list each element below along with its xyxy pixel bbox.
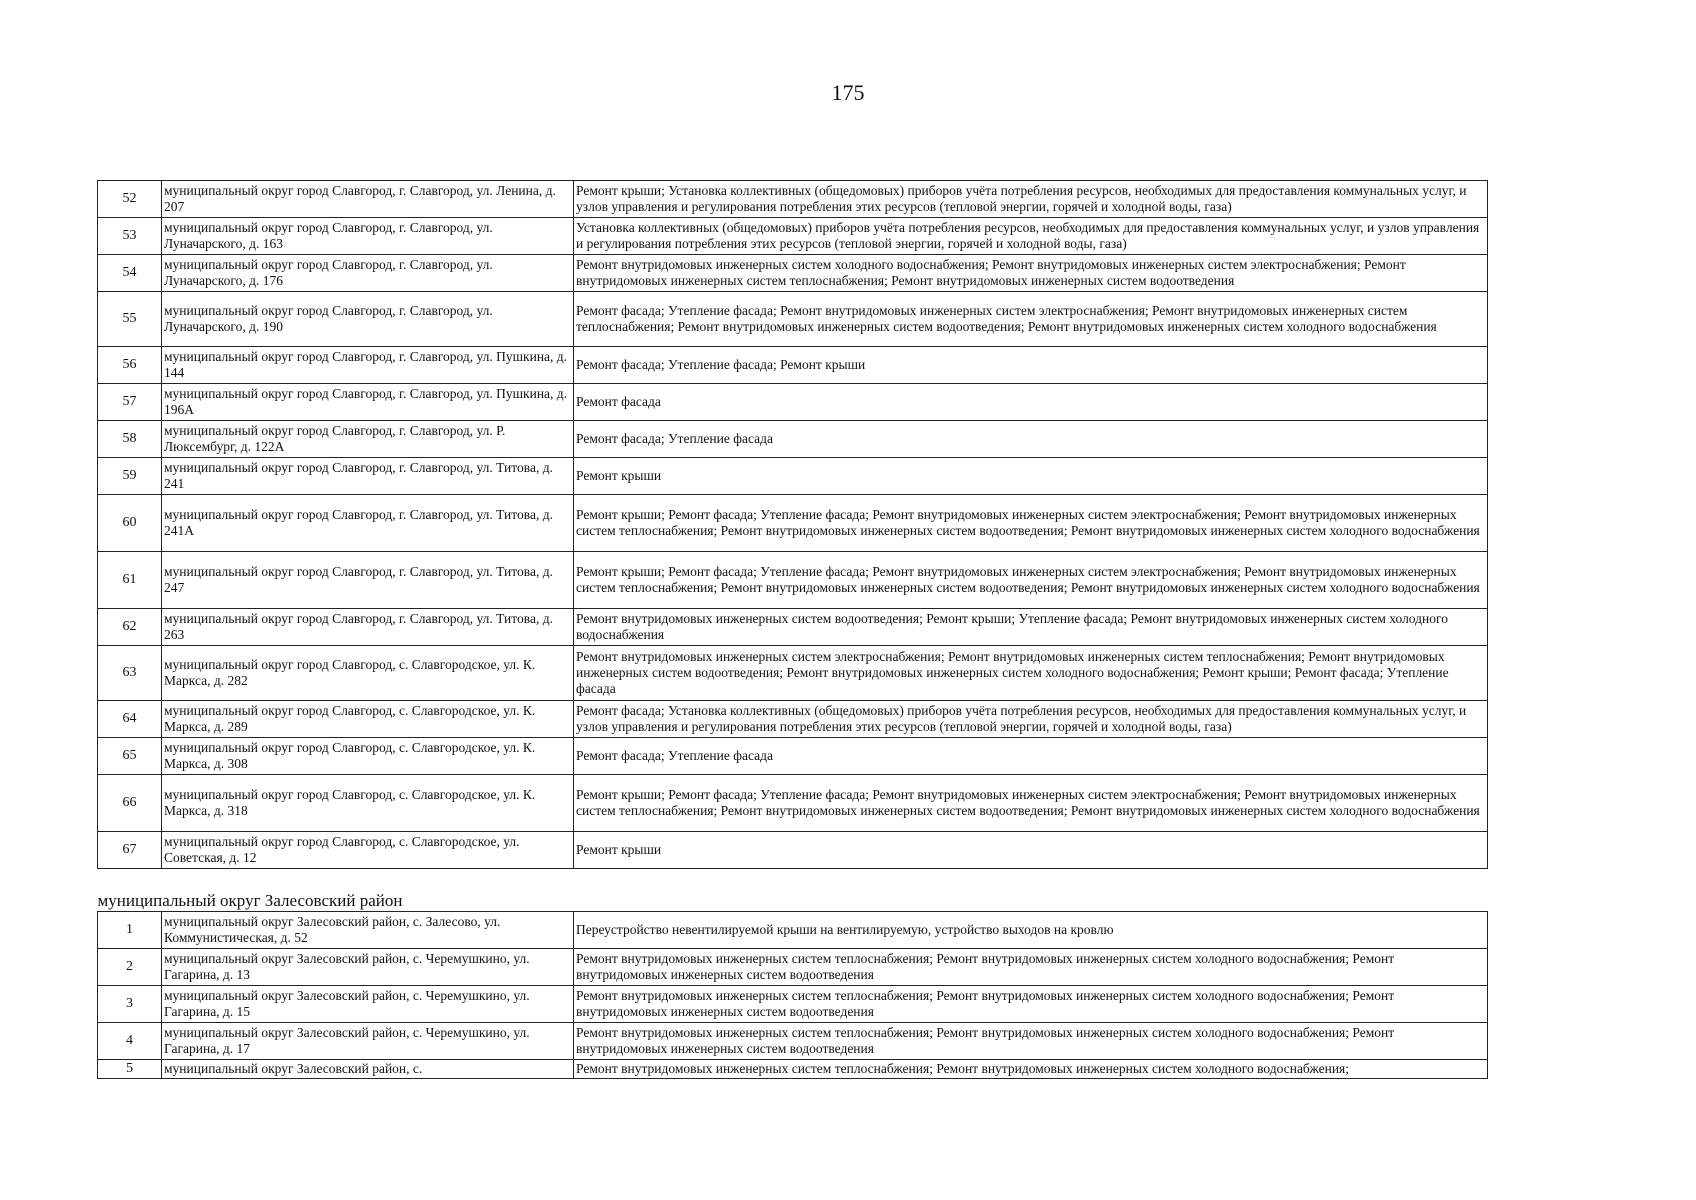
row-number: 53 xyxy=(98,218,162,255)
row-works: Ремонт крыши; Ремонт фасада; Утепление фасада; Ремонт внутридомовых инженерных систем электроснабжения; Ремонт внутридомовых инженерных систем теплоснабжения; Ремонт внутридомовых инженерных систем водоотведения; Ремонт внутридомовых инженерных систем холодного водоснабжения xyxy=(574,775,1488,832)
row-works: Ремонт крыши; Ремонт фасада; Утепление фасада; Ремонт внутридомовых инженерных систем электроснабжения; Ремонт внутридомовых инженерных систем теплоснабжения; Ремонт внутридомовых инженерных систем водоотведения; Ремонт внутридомовых инженерных систем холодного водоснабжения xyxy=(574,495,1488,552)
page-number: 175 xyxy=(831,80,865,105)
table-row xyxy=(98,646,1488,701)
row-number: 61 xyxy=(98,552,162,609)
table-row xyxy=(98,912,1488,949)
row-address: муниципальный округ город Славгород, г. Славгород, ул. Ленина, д. 207 xyxy=(162,181,574,218)
row-works: Ремонт внутридомовых инженерных систем электроснабжения; Ремонт внутридомовых инженерных систем теплоснабжения; Ремонт внутридомовых инженерных систем водоотведения; Ремонт внутридомовых инженерных систем холодного водоснабжения; Ремонт крыши; Ремонт фасада; Утепление фасада xyxy=(574,646,1488,701)
table-row xyxy=(98,986,1488,1023)
row-address: муниципальный округ город Славгород, г. Славгород, ул. Титова, д. 241 xyxy=(162,458,574,495)
row-address: муниципальный округ город Славгород, с. Славгородское, ул. К. Маркса, д. 308 xyxy=(162,738,574,775)
row-number: 64 xyxy=(98,701,162,738)
table-row xyxy=(98,609,1488,646)
row-works: Ремонт фасада; Утепление фасада; Ремонт внутридомовых инженерных систем электроснабжения; Ремонт внутридомовых инженерных систем теплоснабжения; Ремонт внутридомовых инженерных систем водоотведения; Ремонт внутридомовых инженерных систем холодного водоснабжения xyxy=(574,292,1488,347)
row-number: 67 xyxy=(98,832,162,869)
row-works: Ремонт фасада xyxy=(574,384,1488,421)
table-row xyxy=(98,701,1488,738)
row-address: муниципальный округ город Славгород, г. Славгород, ул. Луначарского, д. 190 xyxy=(162,292,574,347)
row-address: муниципальный округ город Славгород, г. Славгород, ул. Пушкина, д. 144 xyxy=(162,347,574,384)
row-number: 4 xyxy=(98,1023,162,1060)
row-address: муниципальный округ город Славгород, с. Славгородское, ул. Советская, д. 12 xyxy=(162,832,574,869)
row-address: муниципальный округ город Славгород, г. Славгород, ул. Титова, д. 247 xyxy=(162,552,574,609)
row-number: 59 xyxy=(98,458,162,495)
row-number: 1 xyxy=(98,912,162,949)
row-works: Ремонт фасада; Утепление фасада; Ремонт крыши xyxy=(574,347,1488,384)
row-number: 65 xyxy=(98,738,162,775)
row-address: муниципальный округ Залесовский район, с. Черемушкино, ул. Гагарина, д. 17 xyxy=(162,1023,574,1060)
section-header-row xyxy=(98,869,1488,912)
table-row xyxy=(98,738,1488,775)
table-row xyxy=(98,552,1488,609)
table-row xyxy=(98,181,1488,218)
row-address: муниципальный округ город Славгород, г. Славгород, ул. Титова, д. 241А xyxy=(162,495,574,552)
row-address: муниципальный округ город Славгород, г. Славгород, ул. Луначарского, д. 163 xyxy=(162,218,574,255)
row-number: 63 xyxy=(98,646,162,701)
row-address: муниципальный округ город Славгород, г. Славгород, ул. Луначарского, д. 176 xyxy=(162,255,574,292)
row-number: 55 xyxy=(98,292,162,347)
row-works: Ремонт внутридомовых инженерных систем теплоснабжения; Ремонт внутридомовых инженерных систем холодного водоснабжения; Ремонт внутридомовых инженерных систем водоотведения xyxy=(574,986,1488,1023)
row-address: муниципальный округ Залесовский район, с. Залесово, ул. Коммунистическая, д. 52 xyxy=(162,912,574,949)
table-row xyxy=(98,775,1488,832)
row-address: муниципальный округ город Славгород, с. Славгородское, ул. К. Маркса, д. 282 xyxy=(162,646,574,701)
row-works: Ремонт крыши xyxy=(574,458,1488,495)
row-works: Ремонт фасада; Утепление фасада xyxy=(574,421,1488,458)
table-row xyxy=(98,1023,1488,1060)
row-works: Ремонт внутридомовых инженерных систем теплоснабжения; Ремонт внутридомовых инженерных систем холодного водоснабжения; xyxy=(574,1060,1488,1079)
row-works: Ремонт крыши xyxy=(574,832,1488,869)
table-row xyxy=(98,255,1488,292)
table-row xyxy=(98,292,1488,347)
row-address: муниципальный округ Залесовский район, с. Черемушкино, ул. Гагарина, д. 15 xyxy=(162,986,574,1023)
table-row xyxy=(98,832,1488,869)
table-row xyxy=(98,421,1488,458)
row-works: Ремонт внутридомовых инженерных систем теплоснабжения; Ремонт внутридомовых инженерных систем холодного водоснабжения; Ремонт внутридомовых инженерных систем водоотведения xyxy=(574,949,1488,986)
table-row xyxy=(98,1060,1488,1079)
row-works: Ремонт внутридомовых инженерных систем холодного водоснабжения; Ремонт внутридомовых инженерных систем электроснабжения; Ремонт внутридомовых инженерных систем теплоснабжения; Ремонт внутридомовых инженерных систем водоотведения xyxy=(574,255,1488,292)
row-works: Ремонт фасада; Установка коллективных (общедомовых) приборов учёта потребления ресурсов, необходимых для предоставления коммунальных услуг, и узлов управления и регулирования потребления этих ресурсов (тепловой энергии, горячей и холодной воды, газа) xyxy=(574,701,1488,738)
row-works: Ремонт крыши; Установка коллективных (общедомовых) приборов учёта потребления ресурсов, необходимых для предоставления коммунальных услуг, и узлов управления и регулирования потребления этих ресурсов (тепловой энергии, горячей и холодной воды, газа) xyxy=(574,181,1488,218)
row-number: 66 xyxy=(98,775,162,832)
row-works: Ремонт фасада; Утепление фасада xyxy=(574,738,1488,775)
table-row xyxy=(98,347,1488,384)
row-works: Ремонт внутридомовых инженерных систем теплоснабжения; Ремонт внутридомовых инженерных систем холодного водоснабжения; Ремонт внутридомовых инженерных систем водоотведения xyxy=(574,1023,1488,1060)
row-number: 60 xyxy=(98,495,162,552)
row-number: 58 xyxy=(98,421,162,458)
row-number: 2 xyxy=(98,949,162,986)
row-number: 54 xyxy=(98,255,162,292)
repair-table xyxy=(97,180,1488,1079)
row-address: муниципальный округ город Славгород, г. Славгород, ул. Пушкина, д. 196А xyxy=(162,384,574,421)
table-row xyxy=(98,949,1488,986)
row-address: муниципальный округ город Славгород, г. Славгород, ул. Р. Люксембург, д. 122А xyxy=(162,421,574,458)
row-number: 57 xyxy=(98,384,162,421)
row-works: Переустройство невентилируемой крыши на вентилируемую, устройство выходов на кровлю xyxy=(574,912,1488,949)
row-address: муниципальный округ город Славгород, г. Славгород, ул. Титова, д. 263 xyxy=(162,609,574,646)
row-works: Ремонт внутридомовых инженерных систем водоотведения; Ремонт крыши; Утепление фасада; Ремонт внутридомовых инженерных систем холодного водоснабжения xyxy=(574,609,1488,646)
row-number: 3 xyxy=(98,986,162,1023)
table-row xyxy=(98,458,1488,495)
section-title: муниципальный округ Залесовский район xyxy=(98,869,1488,912)
row-number: 5 xyxy=(98,1060,162,1079)
row-number: 62 xyxy=(98,609,162,646)
row-number: 52 xyxy=(98,181,162,218)
table-row xyxy=(98,218,1488,255)
row-address: муниципальный округ город Славгород, с. Славгородское, ул. К. Маркса, д. 289 xyxy=(162,701,574,738)
row-address: муниципальный округ Залесовский район, с. xyxy=(162,1060,574,1079)
table-row xyxy=(98,384,1488,421)
row-works: Установка коллективных (общедомовых) приборов учёта потребления ресурсов, необходимых для предоставления коммунальных услуг, и узлов управления и регулирования потребления этих ресурсов (тепловой энергии, горячей и холодной воды, газа) xyxy=(574,218,1488,255)
row-address: муниципальный округ Залесовский район, с. Черемушкино, ул. Гагарина, д. 13 xyxy=(162,949,574,986)
row-address: муниципальный округ город Славгород, с. Славгородское, ул. К. Маркса, д. 318 xyxy=(162,775,574,832)
row-works: Ремонт крыши; Ремонт фасада; Утепление фасада; Ремонт внутридомовых инженерных систем электроснабжения; Ремонт внутридомовых инженерных систем теплоснабжения; Ремонт внутридомовых инженерных систем водоотведения; Ремонт внутридомовых инженерных систем холодного водоснабжения xyxy=(574,552,1488,609)
table-row xyxy=(98,495,1488,552)
row-number: 56 xyxy=(98,347,162,384)
